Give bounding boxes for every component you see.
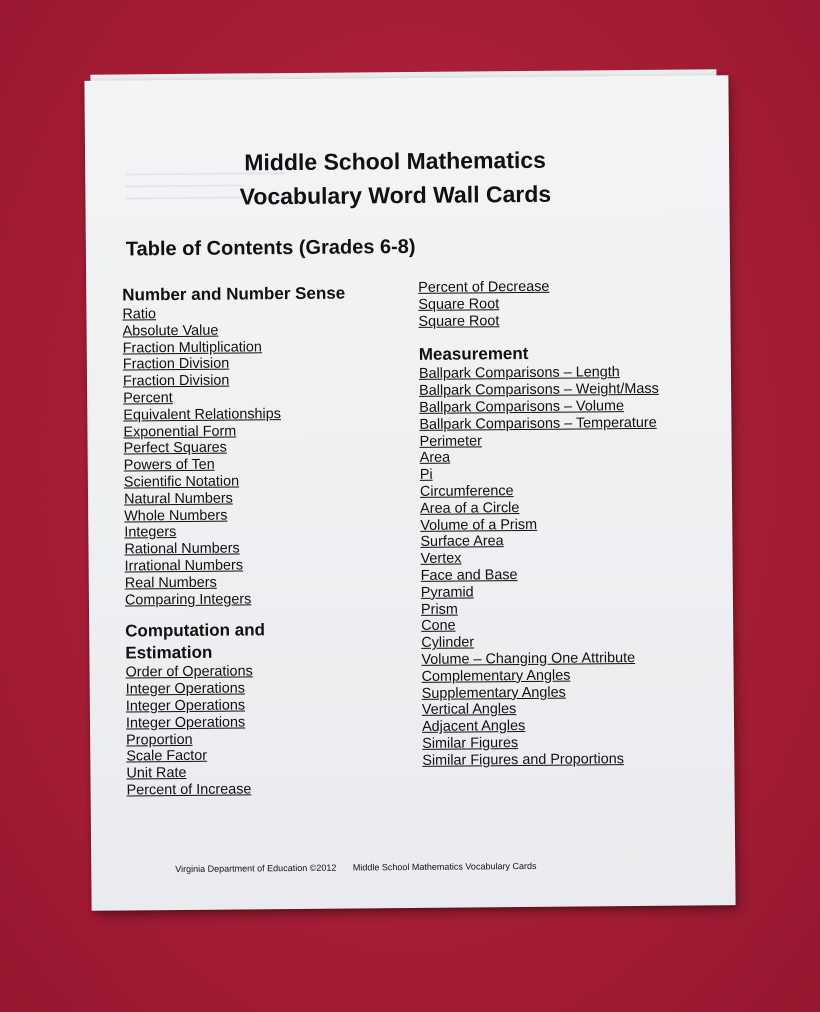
number-sense-list <box>122 305 348 609</box>
toc-link[interactable]: Comparing Integers <box>124 590 252 609</box>
toc-link[interactable]: Powers of Ten <box>123 456 215 474</box>
toc-link[interactable]: Area <box>419 450 451 467</box>
toc-link[interactable]: Real Numbers <box>124 574 217 592</box>
toc-link[interactable]: Integer Operations <box>125 714 246 732</box>
toc-link[interactable]: Perfect Squares <box>123 439 227 457</box>
toc-link[interactable]: Exponential Form <box>123 423 237 441</box>
measurement-list <box>419 364 662 769</box>
toc-link[interactable]: Pyramid <box>420 584 474 601</box>
toc-heading: Table of Contents (Grades 6-8) <box>125 235 416 261</box>
toc-link[interactable]: Scientific Notation <box>123 473 240 491</box>
toc-link[interactable]: Absolute Value <box>122 322 219 340</box>
toc-link[interactable]: Vertical Angles <box>421 701 517 719</box>
toc-link[interactable]: Ballpark Comparisons – Length <box>418 364 620 383</box>
document-title-line-1: Middle School Mathematics <box>244 146 547 176</box>
computation-list <box>125 663 349 799</box>
section-heading-computation-line-1: Computation and <box>125 620 266 641</box>
toc-link[interactable]: Unit Rate <box>126 765 187 782</box>
toc-link[interactable]: Rational Numbers <box>124 540 240 558</box>
right-top-list <box>418 278 658 330</box>
toc-link[interactable]: Order of Operations <box>125 663 253 681</box>
toc-link[interactable]: Integer Operations <box>125 680 245 698</box>
toc-right-column <box>418 278 662 770</box>
document-title-line-2: Vocabulary Word Wall Cards <box>239 180 552 210</box>
toc-link[interactable]: Scale Factor <box>126 748 208 765</box>
toc-link[interactable]: Percent of Decrease <box>418 278 550 296</box>
toc-link[interactable]: Pi <box>419 466 433 484</box>
footer-right-text: Middle School Mathematics Vocabulary Cards <box>352 860 537 873</box>
toc-link[interactable]: Ratio <box>122 306 157 323</box>
section-heading-computation-line-2: Estimation <box>125 643 213 663</box>
toc-link[interactable]: Area of a Circle <box>420 499 520 517</box>
toc-link[interactable]: Cylinder <box>421 634 475 652</box>
page-footer <box>175 861 536 874</box>
toc-link[interactable]: Percent of Increase <box>126 781 252 799</box>
toc-link[interactable]: Equivalent Relationships <box>123 405 281 424</box>
toc-link[interactable]: Volume – Changing One Attribute <box>421 649 636 668</box>
toc-link[interactable]: Similar Figures <box>422 734 519 752</box>
toc-link[interactable]: Vertex <box>420 550 462 568</box>
footer-left-text: Virginia Department of Education ©2012 <box>175 862 337 875</box>
toc-link[interactable]: Natural Numbers <box>123 490 233 508</box>
toc-link[interactable]: Prism <box>420 601 458 618</box>
toc-link[interactable]: Circumference <box>419 483 514 500</box>
toc-link[interactable]: Adjacent Angles <box>421 718 526 736</box>
toc-link[interactable]: Integer Operations <box>125 697 246 715</box>
toc-link[interactable]: Volume of a Prism <box>420 516 538 534</box>
toc-link[interactable]: Face and Base <box>420 567 518 584</box>
toc-link[interactable]: Integers <box>124 524 177 541</box>
toc-link[interactable]: Irrational Numbers <box>124 557 244 575</box>
toc-link[interactable]: Whole Numbers <box>124 507 228 525</box>
toc-link[interactable]: Similar Figures and Proportions <box>422 750 624 769</box>
section-heading-number-sense: Number and Number Sense <box>122 283 346 305</box>
document-page <box>84 75 735 911</box>
toc-link[interactable]: Surface Area <box>420 533 504 551</box>
toc-link[interactable]: Proportion <box>126 731 193 749</box>
toc-link[interactable]: Square Root <box>418 312 500 330</box>
toc-link[interactable]: Fraction Multiplication <box>122 338 262 357</box>
toc-link[interactable]: Fraction Division <box>122 372 230 390</box>
toc-link[interactable]: Ballpark Comparisons – Weight/Mass <box>419 381 659 400</box>
toc-link[interactable]: Perimeter <box>419 432 483 450</box>
toc-left-column <box>122 283 349 800</box>
toc-link[interactable]: Supplementary Angles <box>421 684 566 702</box>
toc-link[interactable]: Fraction Division <box>122 355 230 373</box>
toc-link[interactable]: Ballpark Comparisons – Temperature <box>419 414 657 433</box>
toc-link[interactable]: Cone <box>421 617 456 635</box>
toc-link[interactable]: Percent <box>123 390 173 407</box>
toc-link[interactable]: Square Root <box>418 296 500 313</box>
toc-link[interactable]: Complementary Angles <box>421 667 571 685</box>
section-heading-measurement: Measurement <box>418 344 529 365</box>
toc-link[interactable]: Ballpark Comparisons – Volume <box>419 398 625 416</box>
